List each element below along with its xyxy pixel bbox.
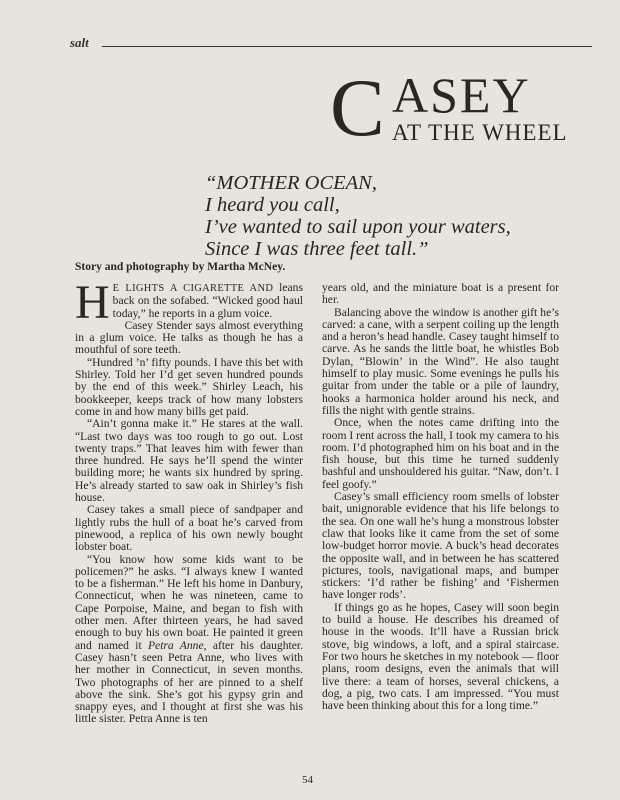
text: “You know how some kids want to be policemen?” he asks. “I always knew I wanted to be a fisherman.” He left his home in Danbury, Connecticut, when he was nineteen, came to Cape Porpoise, Maine, and began to fish with other men. After thirteen years, he had saved enough to buy his own boat. He painted it green and named it: [75, 552, 303, 652]
drop-cap: H: [75, 276, 110, 329]
quote-line: I heard you call,: [205, 194, 340, 216]
page-number: 54: [302, 774, 313, 786]
paragraph: “Hundred ’n’ fifty pounds. I have this bet with Shirley. Told her I’d get seven hundred pounds by the end of this week.” Shirley Leach, his bookkeeper, keeps track of how many lobsters come in and how many bills get paid.: [75, 355, 303, 418]
header-rule: [102, 46, 592, 47]
article-title: [330, 62, 600, 153]
paragraph: Casey’s small efficiency room smells of lobster bait, unignorable evidence that his life belongs to the sea. On one wall he’s hung a monstrous lobster claw that looks like it came from the set of some low-budget horror movie. A buck’s head decorates the opposite wall, and in between he has scattered pictures, tools, navigational maps, and bumper stickers: ‘I’d rather be fishing’ and ‘Fishermen have longer rods’.: [322, 490, 559, 602]
paragraph: Balancing above the window is another gift he’s carved: a cane, with a serpent coiling up the length and a heron’s head handle. Casey taught himself to carve. As he sands the little boat, he whistles Bob Dylan, “Blowin’ in the Wind”. He also taught himself to play music. Some evenings he pulls his guitar from under the table or a pile of laundry, hooks a harmonica holder around his neck, and fills the night with gentle strains.: [322, 305, 559, 417]
quote-line: I’ve wanted to sail upon your waters,: [205, 216, 511, 238]
boat-name: Petra Anne: [147, 638, 204, 652]
paragraph: [75, 554, 303, 726]
lead-text: leans back on the sofabed. “Wicked good haul today,” he reports in a glum voice.: [112, 281, 303, 320]
paragraph: Once, when the notes came drifting into the room I rent across the hall, I took my camera to his room. I’d photographed him on his boat and in the fish house, but this time he turned suddenly bashful and unshouldered his guitar. “Naw, don’t. I feel goofy.”: [322, 416, 559, 491]
title-initial: C: [330, 62, 386, 153]
section-header: [70, 36, 592, 50]
paragraph-continued: years old, and the miniature boat is a present for her.: [322, 281, 559, 307]
paragraph: If things go as he hopes, Casey will soon begin to build a house. He describes his dreamed of house in the woods. It’ll have a Russian brick stove, big windows, a loft, and a spiral staircase. For two hours he sketches in my notebook — floor plans, room designs, even the animals that will live there: a team of horses, several chickens, a dog, a pig, two cats. I am impressed. “You must have been thinking about this for a long time.”: [322, 600, 559, 713]
section-label: salt: [70, 35, 89, 50]
column-left: [75, 276, 303, 726]
paragraph: Casey Stender says almost everything in a glum voice. He talks as though he has a mouthful of sore teeth.: [75, 318, 303, 357]
text: , after his daughter. Casey hasn’t seen Petra Anne, who lives with her mother in Connecticut, in seven months. Two photographs of her are pinned to a shelf above the sink. She’s got his gypsy grin and snappy eyes, and I thought at first she was his little sister. Petra Anne is ten: [75, 638, 303, 726]
paragraph: “Ain’t gonna make it.” He stares at the wall. “Last two days was too rough to go out. Lost twenty traps.” That leaves him with fewer than three hundred. He says he’ll spend the winter building more; he wants six hundred by spring. He’s already started to saw oak in Shirley’s fish house.: [75, 417, 303, 505]
lead-caps: E LIGHTS A CIGARETTE AND: [112, 283, 274, 294]
quote-line: “MOTHER OCEAN,: [205, 172, 377, 194]
epigraph-quote: [205, 172, 511, 260]
title-subtitle: AT THE WHEEL: [392, 120, 568, 145]
paragraph: Casey takes a small piece of sandpaper and lightly rubs the hull of a boat he’s carved from pinewood, a replica of his own newly bought lobster boat.: [75, 503, 303, 554]
column-right: [322, 282, 559, 712]
quote-line: Since I was three feet tall.”: [205, 238, 429, 260]
byline: Story and photography by Martha McNey.: [75, 261, 286, 273]
title-rest: ASEY: [392, 67, 531, 123]
lead-paragraph: [75, 276, 303, 329]
